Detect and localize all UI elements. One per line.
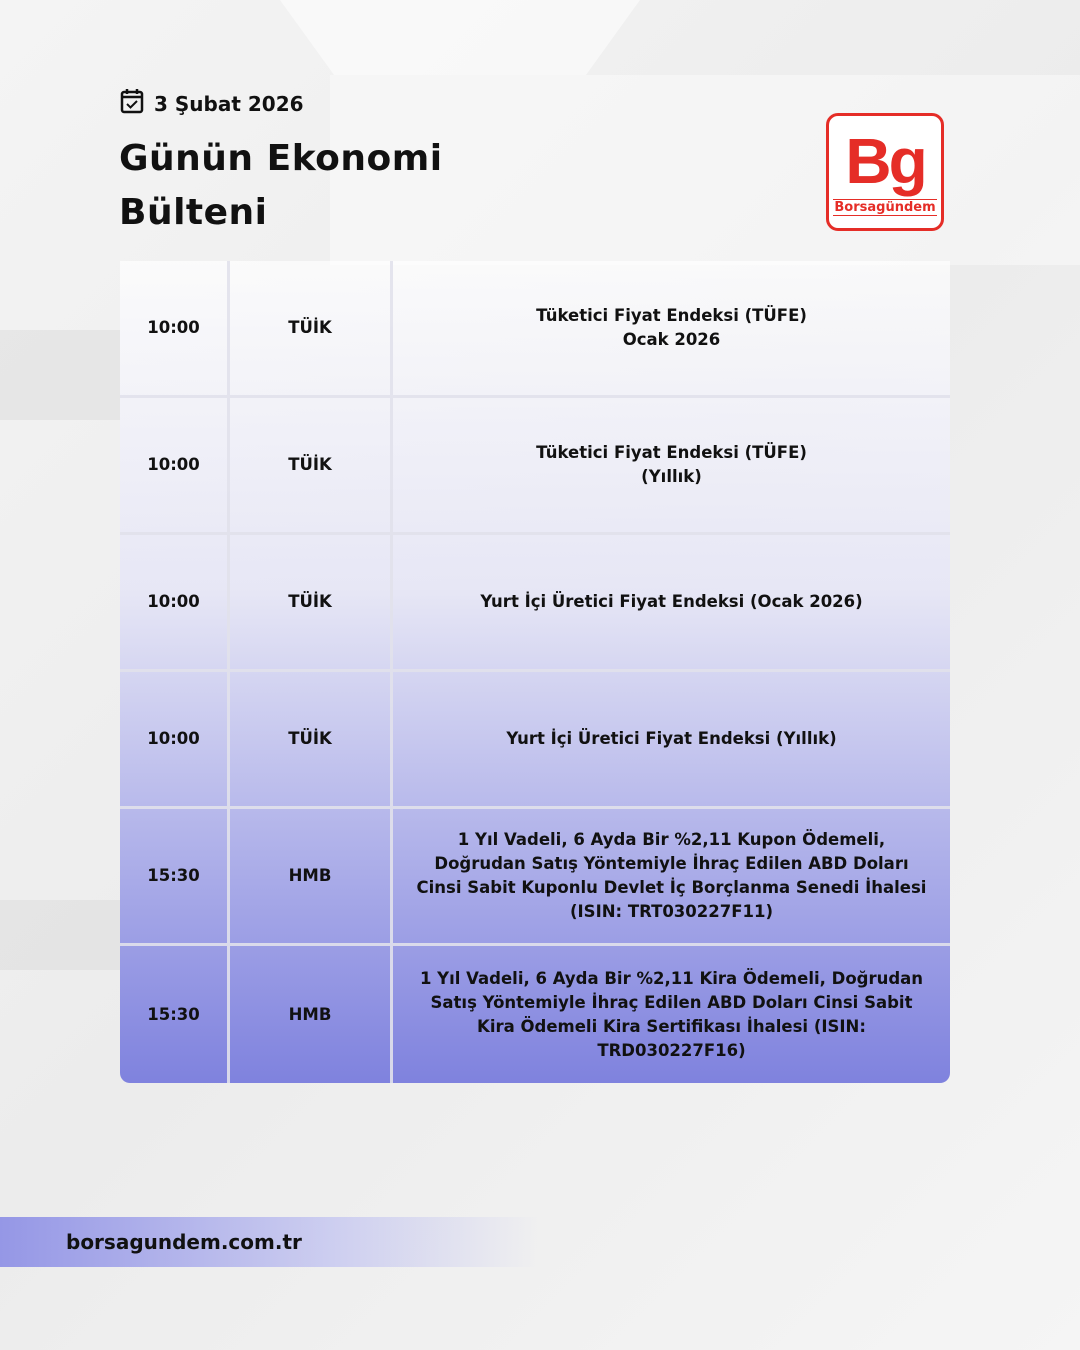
date-text: 3 Şubat 2026 (154, 91, 304, 116)
table-row (120, 261, 950, 398)
time-cell: 15:30 (120, 809, 230, 943)
bg-shape (0, 900, 120, 970)
logo-mark: Bg (845, 124, 925, 197)
page-title (119, 132, 443, 240)
table-row (120, 398, 950, 535)
source-cell: TÜİK (230, 398, 393, 532)
schedule-table (120, 261, 950, 1083)
time-cell: 10:00 (120, 535, 230, 669)
table-row (120, 672, 950, 809)
title-line: Bülteni (119, 192, 268, 233)
event-cell: 1 Yıl Vadeli, 6 Ayda Bir %2,11 Kira Ödemeli, Doğrudan Satış Yöntemiyle İhraç Edilen ABD Doları Cinsi Sabit Kira Ödemeli Kira Sertifikası İhalesi (ISIN: TRD030227F16) (419, 968, 924, 1060)
bg-shape (280, 0, 640, 75)
event-cell: Yurt İçi Üretici Fiyat Endeksi (Yıllık) (506, 729, 837, 748)
event-cell: Tüketici Fiyat Endeksi (TÜFE) (Yıllık) (536, 443, 807, 486)
event-cell: 1 Yıl Vadeli, 6 Ayda Bir %2,11 Kupon Ödemeli, Doğrudan Satış Yöntemiyle İhraç Edilen ABD Doları Cinsi Sabit Kuponlu Devlet İç Borçlanma Senedi İhalesi (ISIN: TRT030227F11) (416, 830, 927, 921)
date-line (120, 88, 304, 119)
title-line: Günün Ekonomi (119, 138, 443, 179)
source-cell: TÜİK (230, 261, 393, 395)
bg-shape (0, 330, 120, 420)
event-cell: Tüketici Fiyat Endeksi (TÜFE) Ocak 2026 (536, 306, 807, 349)
table-row (120, 946, 950, 1083)
website-url: borsagundem.com.tr (66, 1230, 302, 1254)
event-cell: Yurt İçi Üretici Fiyat Endeksi (Ocak 2026) (480, 592, 863, 611)
source-cell: TÜİK (230, 672, 393, 806)
logo-name: Borsagündem (834, 199, 936, 215)
footer-bar (0, 1217, 540, 1267)
source-cell: TÜİK (230, 535, 393, 669)
source-cell: HMB (230, 809, 393, 943)
time-cell: 10:00 (120, 398, 230, 532)
table-row (120, 535, 950, 672)
time-cell: 10:00 (120, 261, 230, 395)
time-cell: 10:00 (120, 672, 230, 806)
table-row (120, 809, 950, 946)
brand-logo (826, 113, 944, 231)
time-cell: 15:30 (120, 946, 230, 1083)
calendar-check-icon (120, 88, 144, 119)
source-cell: HMB (230, 946, 393, 1083)
